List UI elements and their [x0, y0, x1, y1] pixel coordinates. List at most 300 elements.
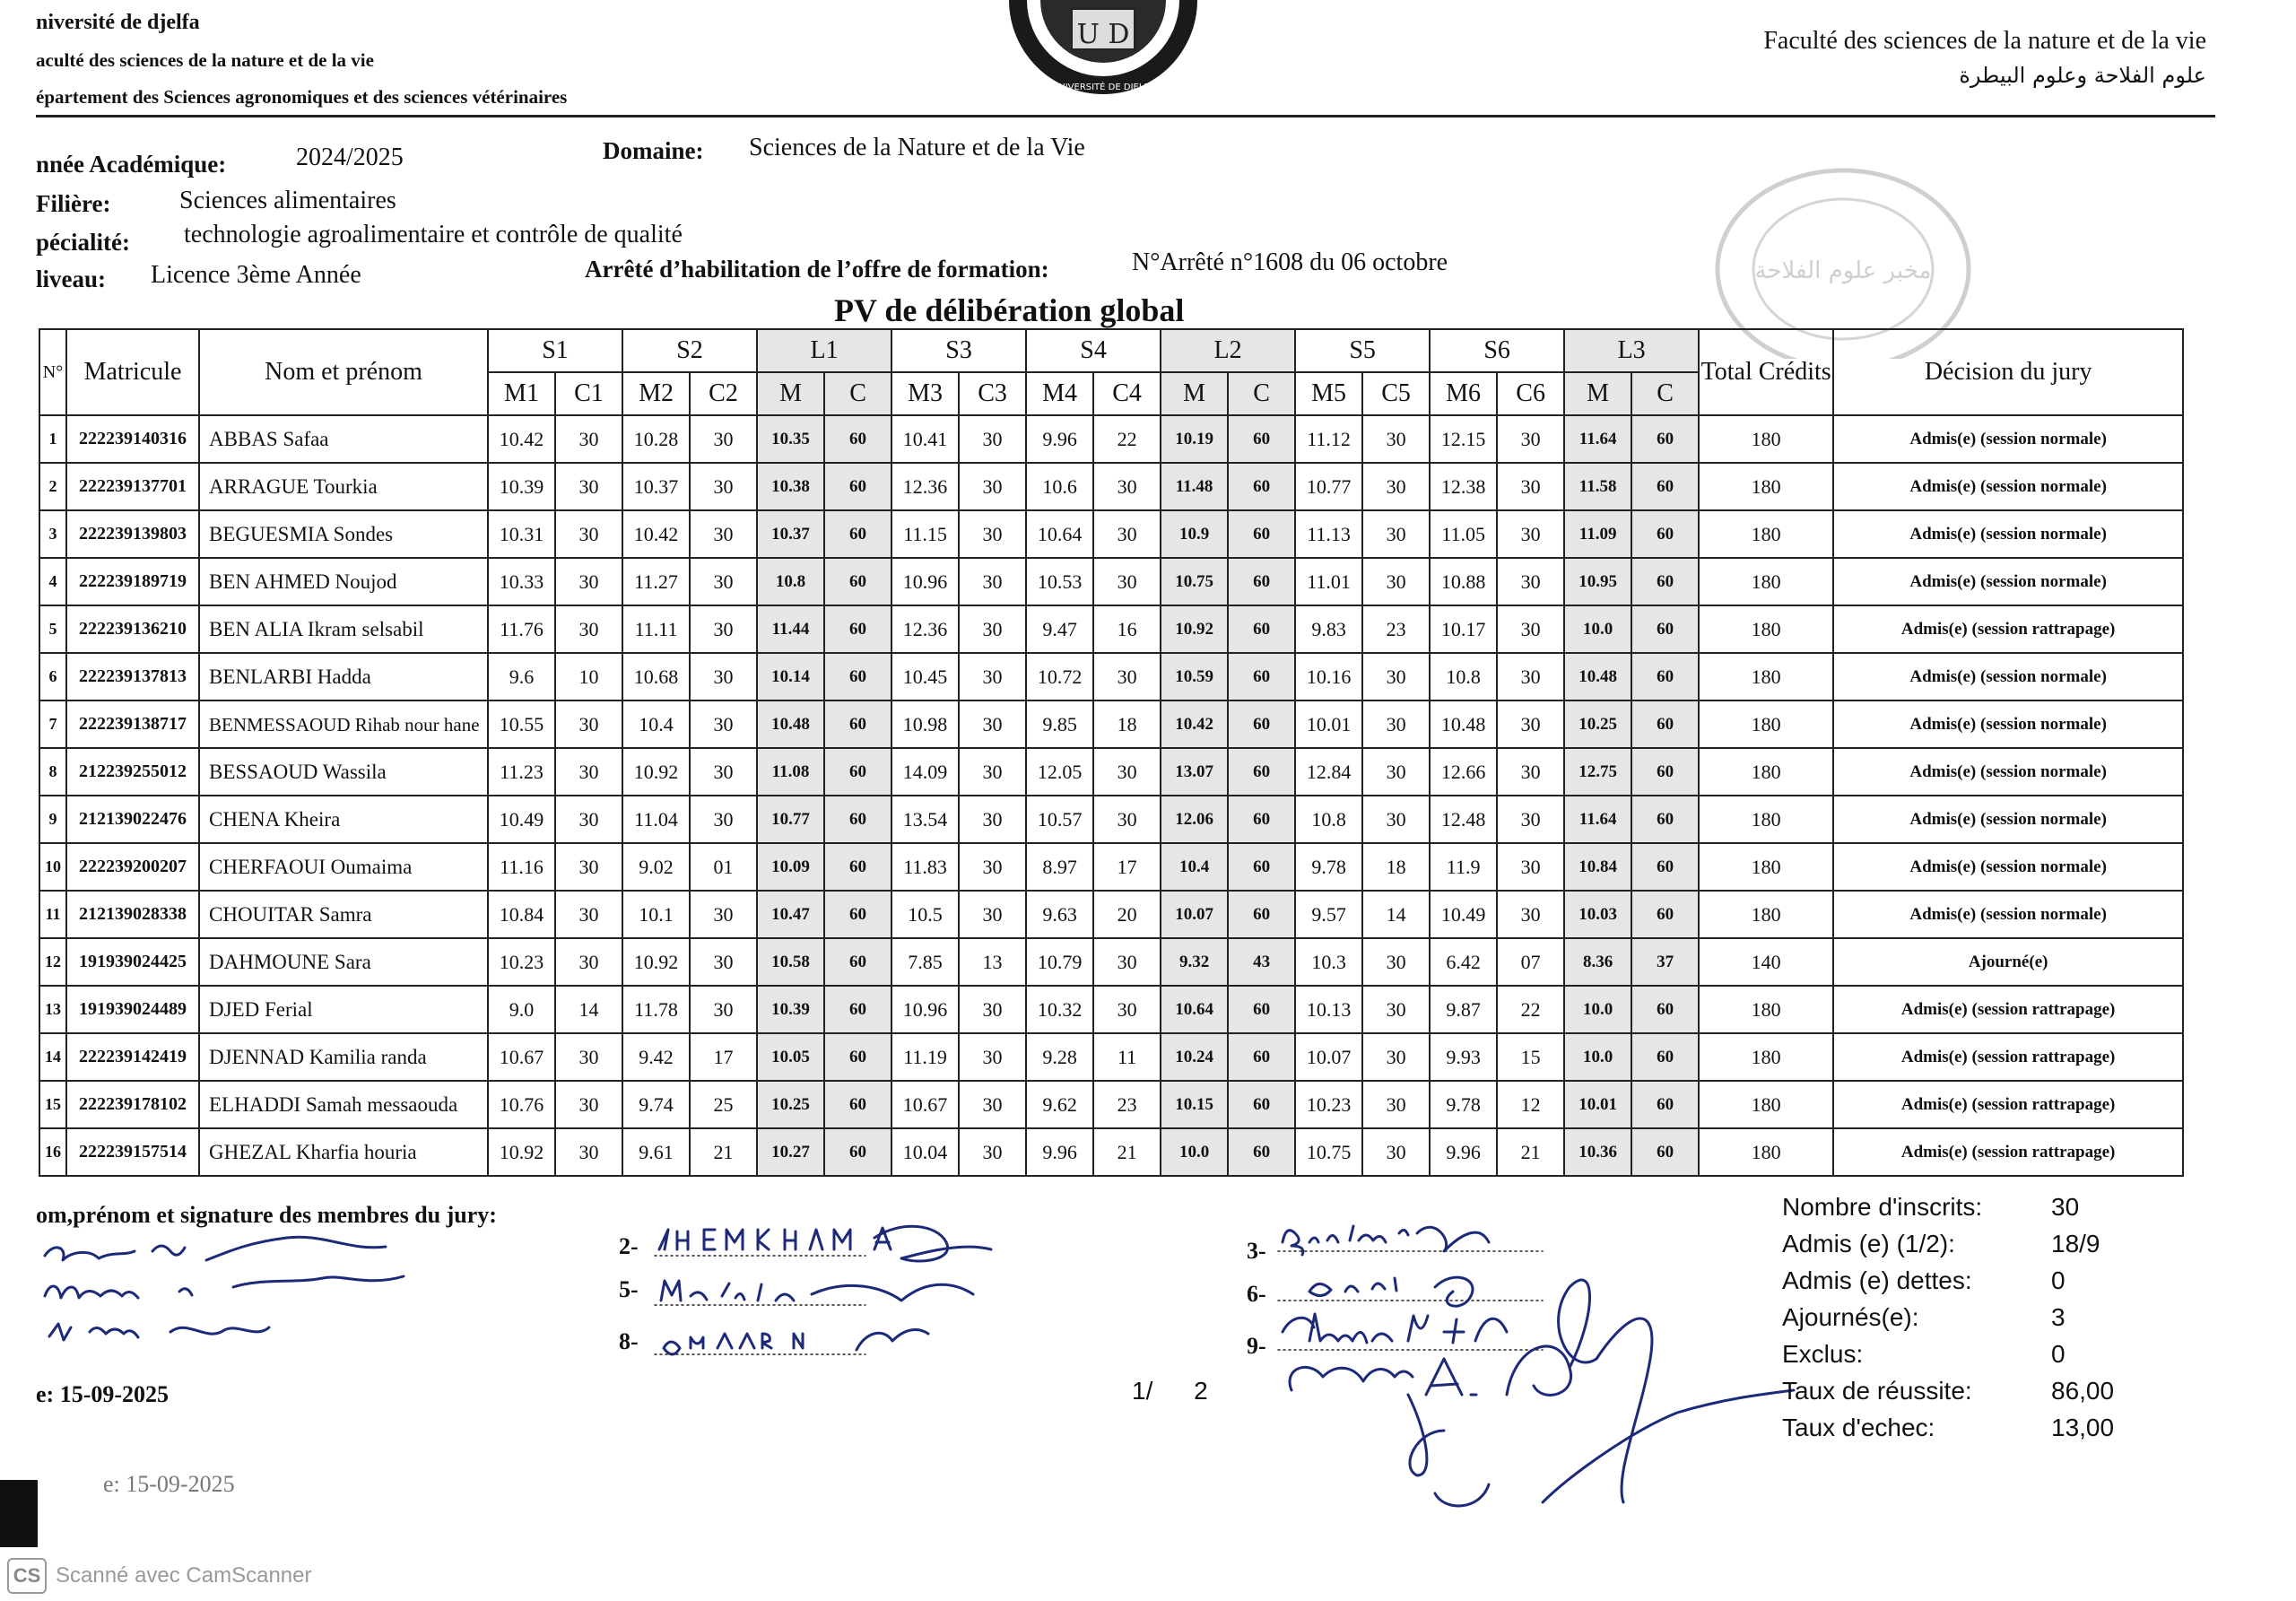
- cell-c: 60: [1631, 558, 1699, 605]
- cell-m2: 10.92: [622, 938, 690, 986]
- cell-m: 11.64: [1564, 796, 1631, 843]
- subhead-c: C: [1228, 372, 1295, 415]
- cell-c: 60: [1631, 796, 1699, 843]
- cell-m3: 14.09: [891, 748, 959, 796]
- row-decision: Admis(e) (session rattrapage): [1833, 986, 2183, 1033]
- cell-m3: 13.54: [891, 796, 959, 843]
- cell-m4: 9.96: [1026, 415, 1093, 463]
- row-decision: Admis(e) (session normale): [1833, 463, 2183, 510]
- cell-c: 60: [824, 796, 891, 843]
- row-total-credits: 180: [1699, 510, 1833, 558]
- cell-c6: 30: [1497, 463, 1564, 510]
- cell-c: 60: [824, 653, 891, 700]
- page-number: [1132, 1377, 1208, 1405]
- cell-m: 11.64: [1564, 415, 1631, 463]
- group-s3: S3: [891, 329, 1026, 372]
- row-decision: Admis(e) (session normale): [1833, 510, 2183, 558]
- cell-c: 37: [1631, 938, 1699, 986]
- table-row: [39, 463, 2183, 510]
- table-row: [39, 843, 2183, 891]
- cell-m3: 10.45: [891, 653, 959, 700]
- cell-m1: 10.31: [488, 510, 555, 558]
- cell-m5: 9.78: [1295, 843, 1362, 891]
- stat-value: 18/9: [2051, 1230, 2100, 1257]
- subhead-c: C: [1631, 372, 1699, 415]
- stat-row: [1782, 1414, 2114, 1450]
- specialite-label: pécialité:: [36, 229, 130, 256]
- cell-c1: 30: [555, 938, 622, 986]
- cell-m: 10.36: [1564, 1128, 1631, 1176]
- cell-c4: 30: [1093, 796, 1161, 843]
- row-number: 14: [39, 1033, 66, 1081]
- cell-m: 10.37: [757, 510, 824, 558]
- cell-m1: 9.6: [488, 653, 555, 700]
- annee-value: 2024/2025: [296, 144, 404, 171]
- row-matricule: 222239138717: [66, 700, 199, 748]
- cell-m1: 10.84: [488, 891, 555, 938]
- cell-m6: 6.42: [1430, 938, 1497, 986]
- cell-m: 12.06: [1161, 796, 1228, 843]
- cell-m3: 10.96: [891, 986, 959, 1033]
- cell-m: 10.0: [1564, 605, 1631, 653]
- cell-m3: 11.83: [891, 843, 959, 891]
- cell-m: 13.07: [1161, 748, 1228, 796]
- row-total-credits: 180: [1699, 605, 1833, 653]
- group-l1: L1: [757, 329, 891, 372]
- cell-m1: 10.49: [488, 796, 555, 843]
- jury-signatures-left: [27, 1224, 475, 1377]
- subhead-m2: M2: [622, 372, 690, 415]
- cell-c6: 30: [1497, 605, 1564, 653]
- row-number: 7: [39, 700, 66, 748]
- row-number: 9: [39, 796, 66, 843]
- cell-c3: 30: [959, 986, 1026, 1033]
- cell-m5: 10.75: [1295, 1128, 1362, 1176]
- page-current: 1/: [1132, 1377, 1153, 1405]
- cell-m3: 10.96: [891, 558, 959, 605]
- cell-c: 60: [824, 510, 891, 558]
- row-name: DAHMOUNE Sara: [199, 938, 488, 986]
- cell-c: 60: [1631, 843, 1699, 891]
- document-date: e: 15-09-2025: [36, 1381, 170, 1407]
- cell-m6: 12.48: [1430, 796, 1497, 843]
- cell-m4: 9.96: [1026, 1128, 1093, 1176]
- cell-m: 10.01: [1564, 1081, 1631, 1128]
- cell-c4: 23: [1093, 1081, 1161, 1128]
- cell-m3: 10.04: [891, 1128, 959, 1176]
- cell-m5: 11.01: [1295, 558, 1362, 605]
- cell-c: 60: [824, 748, 891, 796]
- cell-c5: 18: [1362, 843, 1430, 891]
- cell-c: 60: [1631, 415, 1699, 463]
- cell-c5: 30: [1362, 938, 1430, 986]
- cell-m6: 10.49: [1430, 891, 1497, 938]
- cell-c6: 30: [1497, 843, 1564, 891]
- svg-text:UNIVERSITÉ DE DJELFA: UNIVERSITÉ DE DJELFA: [1051, 83, 1155, 92]
- row-decision: Admis(e) (session normale): [1833, 700, 2183, 748]
- cell-c5: 14: [1362, 891, 1430, 938]
- cell-m4: 9.62: [1026, 1081, 1093, 1128]
- cell-c4: 30: [1093, 558, 1161, 605]
- row-matricule: 222239137813: [66, 653, 199, 700]
- cell-m4: 9.47: [1026, 605, 1093, 653]
- table-row: [39, 558, 2183, 605]
- row-number: 4: [39, 558, 66, 605]
- cell-c3: 13: [959, 938, 1026, 986]
- cell-c2: 30: [690, 463, 757, 510]
- cell-c: 60: [1228, 1081, 1295, 1128]
- subhead-c3: C3: [959, 372, 1026, 415]
- faculty-name-fr: Faculté des sciences de la nature et de la vie: [1763, 27, 2206, 55]
- faculty-name-ar: علوم الفلاحة وعلوم البيطرة: [1959, 63, 2206, 88]
- cell-c: 60: [824, 558, 891, 605]
- cell-c5: 30: [1362, 1081, 1430, 1128]
- cell-m: 10.25: [757, 1081, 824, 1128]
- cell-m: 10.38: [757, 463, 824, 510]
- cell-m1: 10.67: [488, 1033, 555, 1081]
- stat-label: Admis (e) dettes:: [1782, 1266, 1972, 1294]
- subhead-m1: M1: [488, 372, 555, 415]
- row-number: 5: [39, 605, 66, 653]
- subhead-c4: C4: [1093, 372, 1161, 415]
- cell-m6: 9.87: [1430, 986, 1497, 1033]
- cell-c3: 30: [959, 1081, 1026, 1128]
- cell-m: 10.48: [1564, 653, 1631, 700]
- cell-c: 60: [1228, 748, 1295, 796]
- cell-m: 10.95: [1564, 558, 1631, 605]
- cell-m5: 11.12: [1295, 415, 1362, 463]
- table-row: [39, 938, 2183, 986]
- cell-c3: 30: [959, 796, 1026, 843]
- group-l3: L3: [1564, 329, 1699, 372]
- cell-m: 10.42: [1161, 700, 1228, 748]
- row-number: 15: [39, 1081, 66, 1128]
- cell-c: 60: [1631, 1033, 1699, 1081]
- cell-m3: 10.98: [891, 700, 959, 748]
- cell-c5: 23: [1362, 605, 1430, 653]
- subhead-m6: M6: [1430, 372, 1497, 415]
- cell-m2: 9.61: [622, 1128, 690, 1176]
- jury-num-8: 8-: [619, 1328, 639, 1354]
- table-row: [39, 415, 2183, 463]
- cell-m: 11.09: [1564, 510, 1631, 558]
- header-right: [1763, 27, 2206, 88]
- cell-c6: 30: [1497, 510, 1564, 558]
- stat-row: [1782, 1230, 2114, 1266]
- cell-m1: 10.23: [488, 938, 555, 986]
- cell-c6: 30: [1497, 415, 1564, 463]
- jury-num-9: 9-: [1247, 1333, 1266, 1359]
- subhead-c2: C2: [690, 372, 757, 415]
- stat-value: 3: [2051, 1303, 2066, 1331]
- group-s4: S4: [1026, 329, 1161, 372]
- domaine-value: Sciences de la Nature et de la Vie: [749, 134, 1085, 161]
- cell-m1: 10.42: [488, 415, 555, 463]
- row-number: 2: [39, 463, 66, 510]
- cell-m: 10.0: [1161, 1128, 1228, 1176]
- row-name: GHEZAL Kharfia houria: [199, 1128, 488, 1176]
- cell-c6: 30: [1497, 796, 1564, 843]
- stat-label: Admis (e) (1/2):: [1782, 1230, 1955, 1257]
- cell-m2: 10.37: [622, 463, 690, 510]
- subhead-m5: M5: [1295, 372, 1362, 415]
- cell-c5: 30: [1362, 1128, 1430, 1176]
- cell-m2: 9.42: [622, 1033, 690, 1081]
- cell-m: 10.92: [1161, 605, 1228, 653]
- table-row: [39, 748, 2183, 796]
- cell-c6: 22: [1497, 986, 1564, 1033]
- cell-c: 60: [824, 605, 891, 653]
- cell-c: 60: [1228, 796, 1295, 843]
- cell-c6: 30: [1497, 748, 1564, 796]
- cell-c3: 30: [959, 415, 1026, 463]
- cell-m1: 10.92: [488, 1128, 555, 1176]
- cell-c2: 30: [690, 700, 757, 748]
- cell-m5: 10.3: [1295, 938, 1362, 986]
- group-s6: S6: [1430, 329, 1564, 372]
- cell-m5: 10.77: [1295, 463, 1362, 510]
- cell-m: 10.35: [757, 415, 824, 463]
- cell-c1: 30: [555, 748, 622, 796]
- stat-value: 0: [2051, 1340, 2066, 1368]
- cell-m2: 10.1: [622, 891, 690, 938]
- cell-m: 11.58: [1564, 463, 1631, 510]
- cell-m2: 11.78: [622, 986, 690, 1033]
- cell-c: 60: [824, 938, 891, 986]
- cell-m6: 12.15: [1430, 415, 1497, 463]
- cell-m3: 10.67: [891, 1081, 959, 1128]
- cell-m2: 10.4: [622, 700, 690, 748]
- cell-c4: 30: [1093, 748, 1161, 796]
- cell-m2: 10.92: [622, 748, 690, 796]
- cell-m3: 7.85: [891, 938, 959, 986]
- row-total-credits: 140: [1699, 938, 1833, 986]
- row-name: ARRAGUE Tourkia: [199, 463, 488, 510]
- row-name: CHERFAOUI Oumaima: [199, 843, 488, 891]
- cell-m2: 9.02: [622, 843, 690, 891]
- cell-c: 60: [1228, 700, 1295, 748]
- cell-c: 60: [824, 891, 891, 938]
- cell-m: 10.09: [757, 843, 824, 891]
- subhead-m3: M3: [891, 372, 959, 415]
- cell-c3: 30: [959, 700, 1026, 748]
- row-name: BENMESSAOUD Rihab nour hane: [199, 700, 488, 748]
- cell-c: 60: [1228, 605, 1295, 653]
- cell-m3: 11.15: [891, 510, 959, 558]
- cell-m6: 10.17: [1430, 605, 1497, 653]
- cell-c: 60: [1228, 1128, 1295, 1176]
- camscanner-logo-icon: CS: [7, 1558, 47, 1594]
- cell-m6: 9.96: [1430, 1128, 1497, 1176]
- cell-m4: 10.32: [1026, 986, 1093, 1033]
- cell-m: 11.44: [757, 605, 824, 653]
- row-matricule: 191939024425: [66, 938, 199, 986]
- cell-c5: 30: [1362, 986, 1430, 1033]
- cell-c: 60: [1631, 1081, 1699, 1128]
- stat-label: Exclus:: [1782, 1340, 1864, 1368]
- cell-m: 10.77: [757, 796, 824, 843]
- cell-c: 60: [824, 1128, 891, 1176]
- cell-c2: 30: [690, 938, 757, 986]
- cell-m: 9.32: [1161, 938, 1228, 986]
- subhead-c1: C1: [555, 372, 622, 415]
- row-total-credits: 180: [1699, 1033, 1833, 1081]
- cell-m1: 9.0: [488, 986, 555, 1033]
- cell-c4: 30: [1093, 463, 1161, 510]
- subhead-c: C: [824, 372, 891, 415]
- row-matricule: 222239142419: [66, 1033, 199, 1081]
- cell-m: 10.4: [1161, 843, 1228, 891]
- row-number: 6: [39, 653, 66, 700]
- cell-m5: 9.57: [1295, 891, 1362, 938]
- row-matricule: 222239157514: [66, 1128, 199, 1176]
- cell-c6: 30: [1497, 653, 1564, 700]
- cell-c: 60: [824, 700, 891, 748]
- table-row: [39, 605, 2183, 653]
- subhead-m: M: [757, 372, 824, 415]
- row-total-credits: 180: [1699, 843, 1833, 891]
- cell-m4: 10.6: [1026, 463, 1093, 510]
- stat-row: [1782, 1340, 2114, 1377]
- row-number: 13: [39, 986, 66, 1033]
- cell-c3: 30: [959, 653, 1026, 700]
- cell-m2: 11.11: [622, 605, 690, 653]
- cell-c: 60: [1228, 558, 1295, 605]
- cell-c3: 30: [959, 843, 1026, 891]
- results-table: [39, 328, 2184, 1177]
- cell-c2: 30: [690, 796, 757, 843]
- col-no: N°: [39, 329, 66, 415]
- row-name: BEN ALIA Ikram selsabil: [199, 605, 488, 653]
- cell-c1: 30: [555, 1081, 622, 1128]
- col-name: Nom et prénom: [199, 329, 488, 415]
- row-decision: Admis(e) (session normale): [1833, 558, 2183, 605]
- cell-m6: 11.05: [1430, 510, 1497, 558]
- university-name: niversité de djelfa: [36, 11, 200, 34]
- row-total-credits: 180: [1699, 891, 1833, 938]
- row-total-credits: 180: [1699, 1081, 1833, 1128]
- cell-c2: 25: [690, 1081, 757, 1128]
- cell-m: 10.24: [1161, 1033, 1228, 1081]
- subhead-m: M: [1161, 372, 1228, 415]
- cell-c: 60: [824, 1033, 891, 1081]
- svg-text:مخبر علوم الفلاحة: مخبر علوم الفلاحة: [1754, 257, 1932, 284]
- domaine-label: Domaine:: [603, 137, 704, 164]
- cell-m6: 12.38: [1430, 463, 1497, 510]
- jury-numbers-middle: [619, 1233, 639, 1364]
- cell-m: 10.07: [1161, 891, 1228, 938]
- cell-c6: 15: [1497, 1033, 1564, 1081]
- row-matricule: 212139028338: [66, 891, 199, 938]
- scan-edge-mark: [0, 1480, 38, 1547]
- jury-num-2: 2-: [619, 1233, 639, 1259]
- cell-m: 10.27: [757, 1128, 824, 1176]
- camscanner-label: Scanné avec CamScanner: [56, 1563, 312, 1588]
- stat-row: [1782, 1266, 2114, 1303]
- cell-m6: 12.66: [1430, 748, 1497, 796]
- jury-numbers-right: [1247, 1238, 1266, 1369]
- cell-c1: 30: [555, 843, 622, 891]
- row-decision: Admis(e) (session normale): [1833, 796, 2183, 843]
- stat-row: [1782, 1377, 2114, 1414]
- cell-c: 60: [1228, 415, 1295, 463]
- filiere-value: Sciences alimentaires: [179, 187, 396, 214]
- row-name: CHENA Kheira: [199, 796, 488, 843]
- cell-c6: 12: [1497, 1081, 1564, 1128]
- department-name: épartement des Sciences agronomiques et des sciences vétérinaires: [36, 86, 568, 108]
- cell-c: 60: [1228, 986, 1295, 1033]
- cell-m6: 10.8: [1430, 653, 1497, 700]
- cell-c2: 30: [690, 605, 757, 653]
- cell-m: 10.0: [1564, 986, 1631, 1033]
- cell-c: 60: [824, 463, 891, 510]
- cell-c1: 30: [555, 796, 622, 843]
- row-total-credits: 180: [1699, 463, 1833, 510]
- cell-m: 10.9: [1161, 510, 1228, 558]
- cell-c5: 30: [1362, 796, 1430, 843]
- cell-c1: 30: [555, 700, 622, 748]
- cell-c3: 30: [959, 1033, 1026, 1081]
- table-row: [39, 891, 2183, 938]
- cell-m4: 9.63: [1026, 891, 1093, 938]
- cell-c: 60: [1228, 1033, 1295, 1081]
- cell-m5: 10.07: [1295, 1033, 1362, 1081]
- row-number: 1: [39, 415, 66, 463]
- cell-m5: 9.83: [1295, 605, 1362, 653]
- jury-signatures-middle: [650, 1215, 1099, 1377]
- cell-c: 60: [824, 415, 891, 463]
- cell-m4: 9.28: [1026, 1033, 1093, 1081]
- cell-m5: 10.01: [1295, 700, 1362, 748]
- cell-m2: 11.04: [622, 796, 690, 843]
- row-number: 10: [39, 843, 66, 891]
- cell-m4: 10.64: [1026, 510, 1093, 558]
- cell-m5: 10.16: [1295, 653, 1362, 700]
- subhead-m4: M4: [1026, 372, 1093, 415]
- group-s2: S2: [622, 329, 757, 372]
- cell-c6: 21: [1497, 1128, 1564, 1176]
- cell-c3: 30: [959, 748, 1026, 796]
- row-matricule: 222239139803: [66, 510, 199, 558]
- row-total-credits: 180: [1699, 653, 1833, 700]
- cell-c5: 30: [1362, 748, 1430, 796]
- stat-row: [1782, 1303, 2114, 1340]
- niveau-label: liveau:: [36, 265, 106, 292]
- cell-m4: 9.85: [1026, 700, 1093, 748]
- cell-m: 10.25: [1564, 700, 1631, 748]
- cell-m6: 10.88: [1430, 558, 1497, 605]
- cell-c4: 22: [1093, 415, 1161, 463]
- official-stamp: [1709, 135, 2013, 359]
- stat-label: Taux d'echec:: [1782, 1414, 1935, 1441]
- cell-m: 8.36: [1564, 938, 1631, 986]
- cell-c4: 17: [1093, 843, 1161, 891]
- cell-c5: 30: [1362, 558, 1430, 605]
- row-number: 11: [39, 891, 66, 938]
- cell-c5: 30: [1362, 1033, 1430, 1081]
- cell-c2: 30: [690, 986, 757, 1033]
- cell-m5: 10.23: [1295, 1081, 1362, 1128]
- cell-c4: 30: [1093, 653, 1161, 700]
- table-row: [39, 1081, 2183, 1128]
- cell-m: 10.58: [757, 938, 824, 986]
- row-decision: Admis(e) (session rattrapage): [1833, 605, 2183, 653]
- row-name: BESSAOUD Wassila: [199, 748, 488, 796]
- cell-c: 60: [1228, 843, 1295, 891]
- cell-m6: 9.93: [1430, 1033, 1497, 1081]
- cell-m: 12.75: [1564, 748, 1631, 796]
- cell-m4: 10.57: [1026, 796, 1093, 843]
